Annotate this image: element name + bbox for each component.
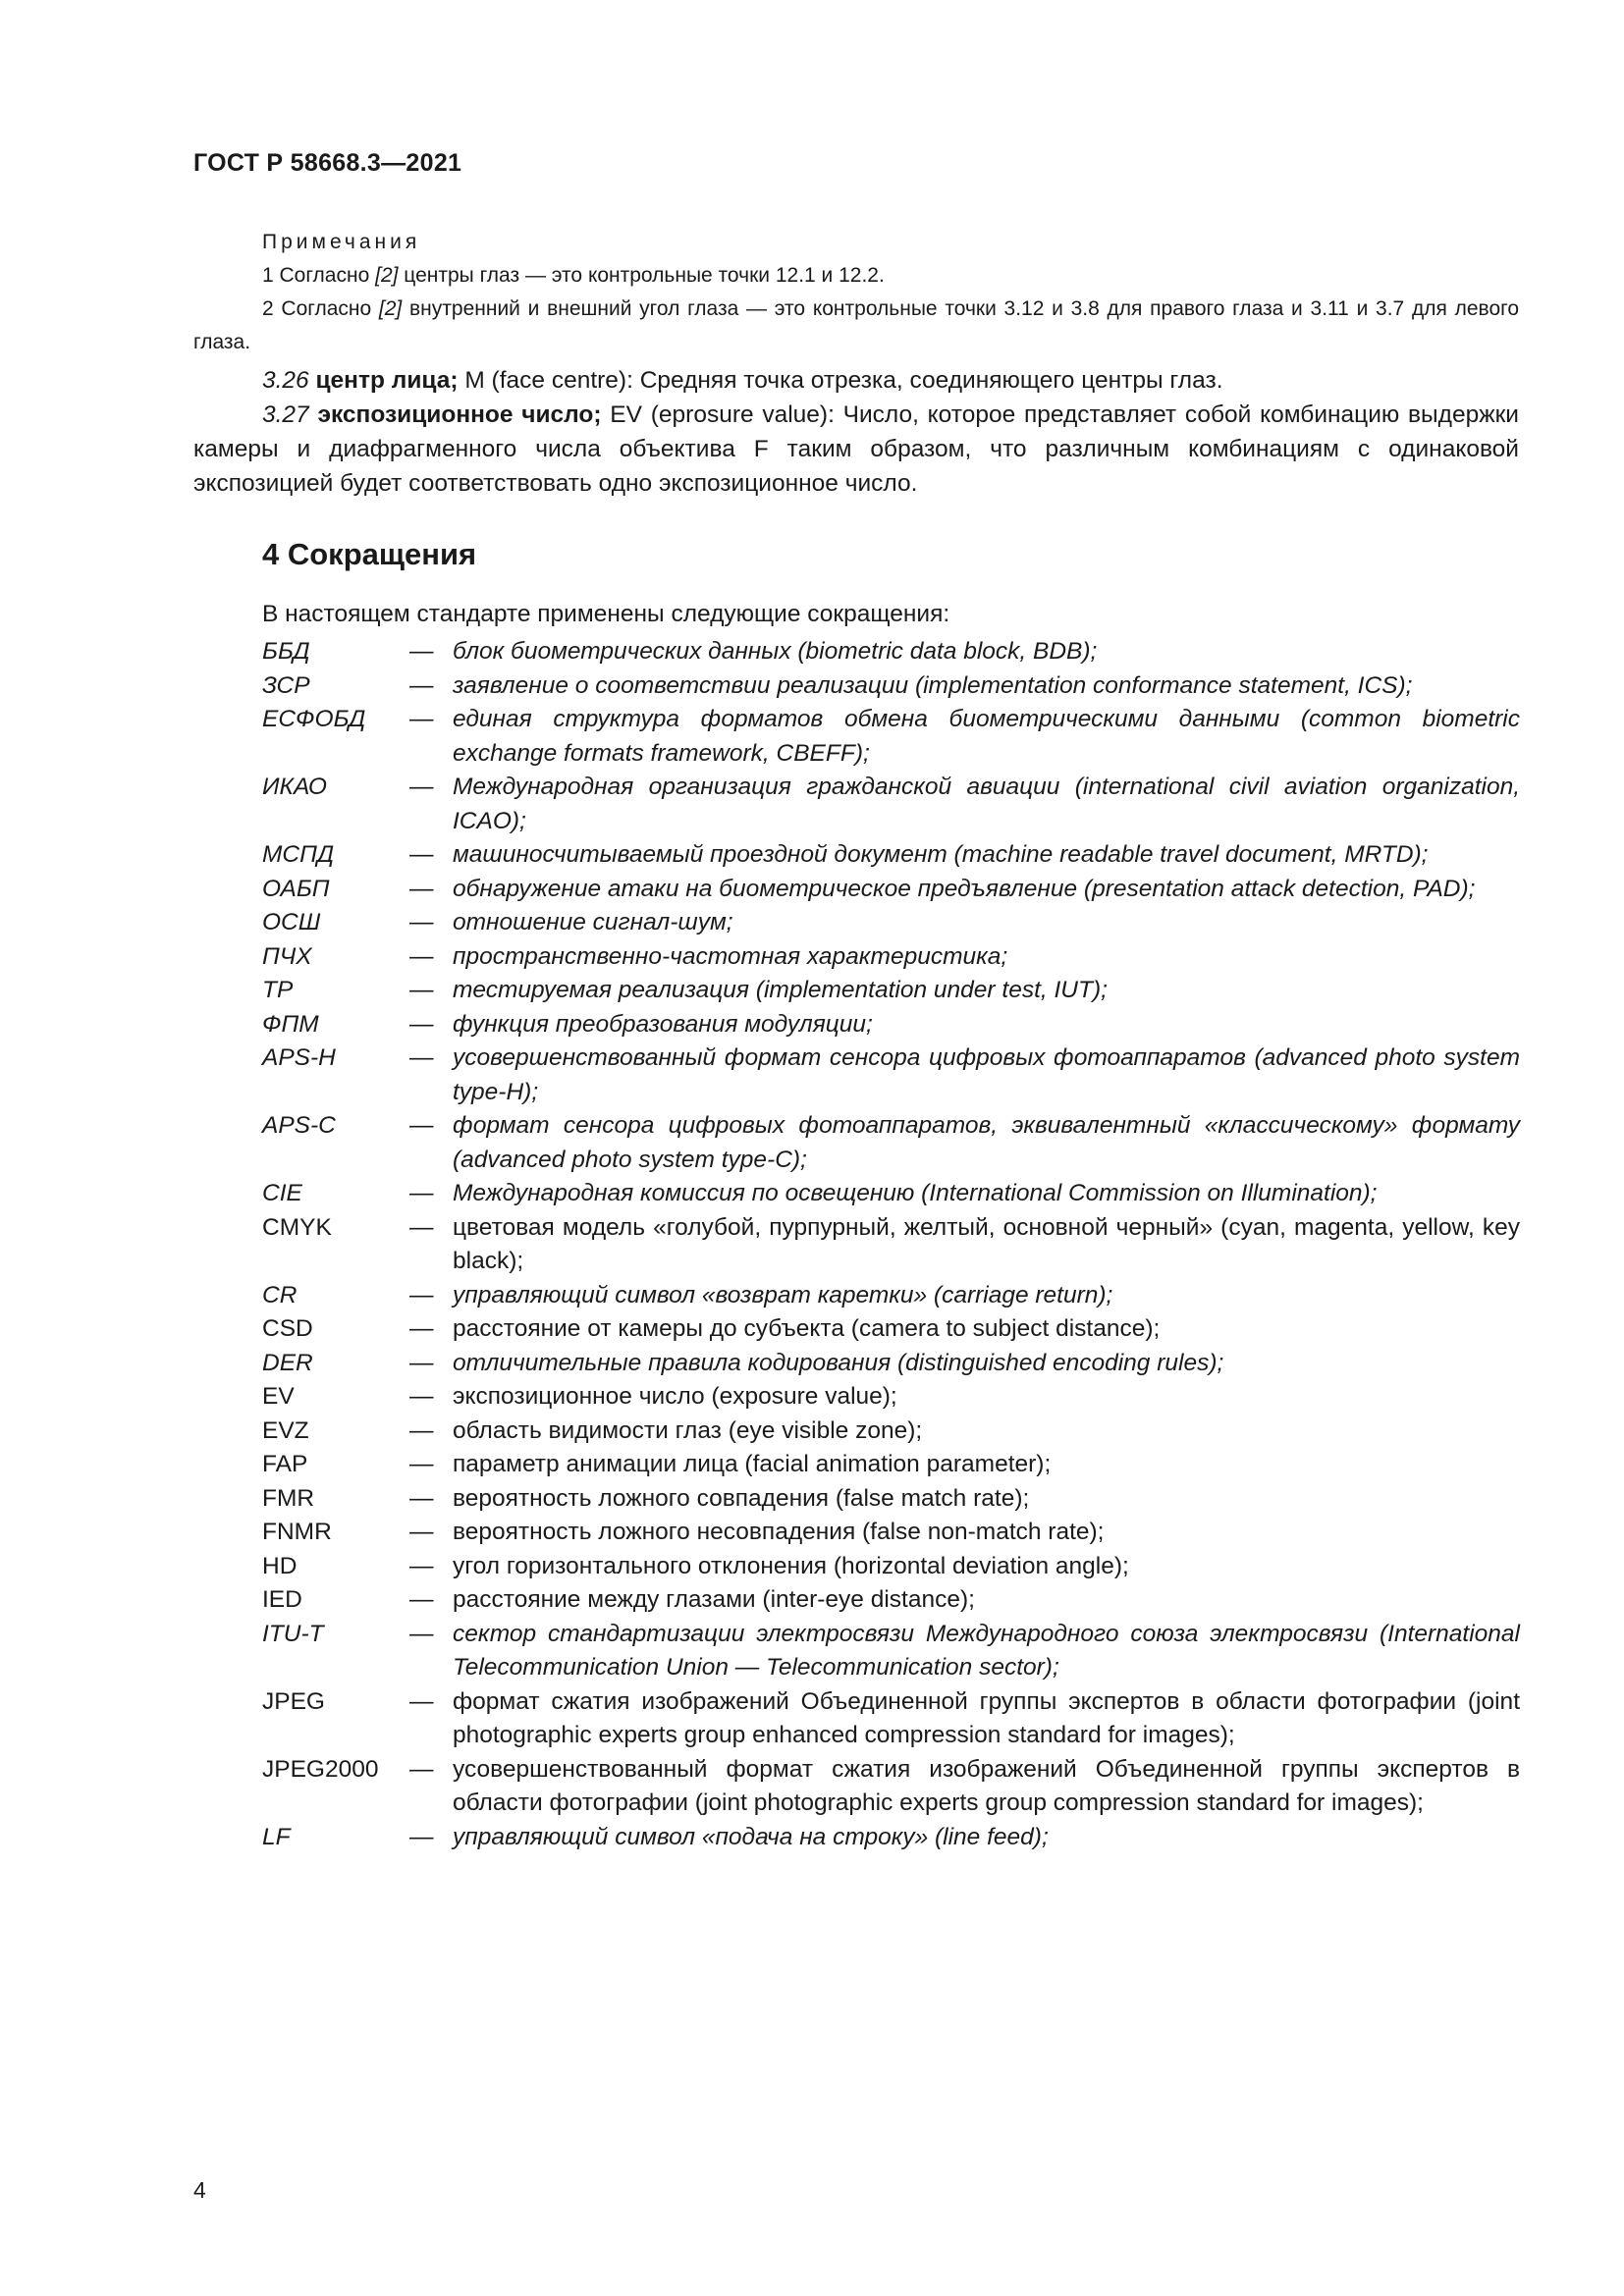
abbreviation-dash: — <box>409 841 434 868</box>
abbreviation-code: DER <box>262 1349 313 1376</box>
abbreviation-dash: — <box>409 1044 434 1071</box>
abbreviation-row <box>262 1279 1520 1313</box>
abbreviation-row <box>262 1448 1520 1482</box>
term-name: центр лица; <box>315 367 459 394</box>
abbreviation-row <box>262 1685 1520 1753</box>
abbreviation-code: EV <box>262 1383 295 1410</box>
note-text: внутренний и внешний угол глаза — это контрольные точки 3.12 и 3.8 для правого глаза и 3.11 и 3.7 для левого глаза. <box>193 297 1519 353</box>
abbreviation-row <box>262 1211 1520 1279</box>
abbreviation-dash: — <box>409 774 434 800</box>
abbreviation-dash: — <box>409 875 434 902</box>
abbreviation-definition: сектор стандартизации электросвязи Международного союза электросвязи (International Telecommunication Union — Telecommunication sector); <box>453 1620 1520 1681</box>
abbreviation-definition: цветовая модель «голубой, пурпурный, желтый, основной черный» (cyan, magenta, yellow, key black); <box>453 1213 1520 1274</box>
term-text: EV (eprosure value): Число, которое представляет собой комбинацию выдержки камеры и диафрагменного числа объектива F таким образом, что различным комбинациям с одинаковой экспозицией будет соответствовать одно экспозиционное число. <box>193 401 1519 497</box>
abbreviation-definition: вероятность ложного несовпадения (false non-match rate); <box>453 1519 1105 1545</box>
abbreviation-row <box>262 1821 1520 1855</box>
abbreviation-definition: усовершенствованный формат сжатия изображений Объединенной группы экспертов в области фотографии (joint photographic experts group compression standard for images); <box>453 1755 1520 1816</box>
abbreviation-row <box>262 771 1520 838</box>
abbreviation-definition: управляющий символ «подача на строку» (line feed); <box>453 1823 1049 1850</box>
abbreviation-row <box>262 873 1520 907</box>
abbreviation-row <box>262 1312 1520 1347</box>
note-text: 2 Согласно <box>262 297 379 320</box>
notes-title: Примечания <box>262 231 421 253</box>
abbreviation-code: ПЧХ <box>262 942 312 970</box>
abbreviation-definition: формат сжатия изображений Объединенной группы экспертов в области фотографии (joint photographic experts group enhanced compression standard for images); <box>453 1687 1520 1748</box>
abbreviation-code: EVZ <box>262 1416 309 1444</box>
abbreviation-row <box>262 1347 1520 1381</box>
abbreviation-row <box>262 974 1520 1008</box>
abbreviation-row <box>262 1618 1520 1685</box>
abbreviation-definition: единая структура форматов обмена биометрическими данными (common biometric exchange formats framework, CBEFF); <box>453 706 1520 767</box>
note-reference: [2] <box>375 264 399 287</box>
abbreviation-row <box>262 1177 1520 1211</box>
abbreviation-row <box>262 1516 1520 1550</box>
abbreviation-code: ЕСФОБД <box>262 706 366 732</box>
abbreviation-dash: — <box>409 1755 434 1783</box>
abbreviation-code: ФПМ <box>262 1010 319 1038</box>
abbreviation-row <box>262 940 1520 975</box>
abbreviation-code: FMR <box>262 1484 315 1512</box>
abbreviation-dash: — <box>409 1687 434 1715</box>
term-definition <box>193 398 1519 501</box>
abbreviation-row <box>262 838 1520 873</box>
abbreviation-dash: — <box>409 1315 434 1342</box>
abbreviation-dash: — <box>409 1416 434 1444</box>
abbreviation-definition: область видимости глаз (eye visible zone); <box>453 1416 923 1444</box>
abbreviation-row <box>262 906 1520 940</box>
abbreviation-definition: расстояние между глазами (inter-eye distance); <box>453 1586 975 1613</box>
abbreviation-code: LF <box>262 1823 291 1850</box>
note-item <box>193 293 1519 359</box>
abbreviation-code: ИКАО <box>262 774 327 800</box>
abbreviation-definition: экспозиционное число (exposure value); <box>453 1383 897 1410</box>
abbreviation-dash: — <box>409 1349 434 1376</box>
abbreviation-code: CSD <box>262 1315 313 1342</box>
abbreviation-definition: пространственно-частотная характеристика; <box>453 942 1008 970</box>
abbreviation-dash: — <box>409 1552 434 1579</box>
abbreviation-dash: — <box>409 1586 434 1613</box>
section-title: 4 Сокращения <box>262 537 477 571</box>
abbreviation-code: МСПД <box>262 841 335 868</box>
abbreviation-row <box>262 1583 1520 1618</box>
note-text: 1 Согласно <box>262 264 376 287</box>
abbreviation-dash: — <box>409 1281 434 1308</box>
abbreviation-definition: блок биометрических данных (biometric data block, BDB); <box>453 638 1098 665</box>
note-reference: [2] <box>378 297 403 320</box>
abbreviation-row <box>262 669 1520 704</box>
abbreviation-dash: — <box>409 1451 434 1477</box>
page-number: 4 <box>193 2177 206 2203</box>
abbreviation-dash: — <box>409 1180 434 1206</box>
abbreviation-row <box>262 1109 1520 1177</box>
abbreviation-definition: формат сенсора цифровых фотоаппаратов, эквивалентный «классическому» формату (advanced photo system type-C); <box>453 1112 1520 1173</box>
abbreviation-row <box>262 703 1520 771</box>
abbreviation-code: JPEG <box>262 1687 325 1715</box>
page-header-title: ГОСТ Р 58668.3—2021 <box>193 149 462 177</box>
abbreviation-row <box>262 1380 1520 1415</box>
abbreviation-dash: — <box>409 1383 434 1410</box>
abbreviation-dash: — <box>409 909 434 935</box>
abbreviation-code: ITU-T <box>262 1620 324 1647</box>
abbreviation-dash: — <box>409 1213 434 1241</box>
abbreviation-code: FNMR <box>262 1519 332 1545</box>
abbreviation-row <box>262 1415 1520 1449</box>
abbreviation-code: CR <box>262 1281 298 1308</box>
abbreviation-definition: угол горизонтального отклонения (horizontal deviation angle); <box>453 1552 1129 1579</box>
abbreviation-definition: Международная комиссия по освещению (International Commission on Illumination); <box>453 1180 1378 1206</box>
abbreviation-dash: — <box>409 638 434 665</box>
abbreviation-definition: заявление о соответствии реализации (implementation conformance statement, ICS); <box>453 671 1413 699</box>
term-text: M (face centre): Средняя точка отрезка, соединяющего центры глаз. <box>458 367 1223 394</box>
term-number: 3.26 <box>262 367 309 394</box>
terms-block <box>193 363 1519 501</box>
abbreviation-definition: обнаружение атаки на биометрическое предъявление (presentation attack detection, PAD); <box>453 875 1476 902</box>
term-definition <box>193 363 1519 398</box>
abbreviation-dash: — <box>409 1010 434 1038</box>
abbreviation-definition: Международная организация гражданской авиации (international civil aviation organization, ICAO); <box>453 774 1520 834</box>
abbreviation-code: CIE <box>262 1180 302 1206</box>
abbreviation-code: FAP <box>262 1451 308 1477</box>
abbreviation-code: ОСШ <box>262 909 321 935</box>
abbreviation-code: ОАБП <box>262 875 330 902</box>
abbreviation-code: ЗСР <box>262 671 310 699</box>
abbreviation-definition: вероятность ложного совпадения (false match rate); <box>453 1484 1030 1512</box>
abbreviation-dash: — <box>409 1519 434 1545</box>
notes-block <box>193 226 1519 359</box>
abbreviation-definition: функция преобразования модуляции; <box>453 1010 873 1038</box>
abbreviation-dash: — <box>409 1620 434 1647</box>
abbreviation-row <box>262 635 1520 669</box>
abbreviation-code: HD <box>262 1552 298 1579</box>
abbreviation-dash: — <box>409 942 434 970</box>
abbreviation-definition: расстояние от камеры до субъекта (camera to subject distance); <box>453 1315 1161 1342</box>
abbreviation-definition: машиносчитываемый проездной документ (machine readable travel document, MRTD); <box>453 841 1429 868</box>
abbreviation-dash: — <box>409 1823 434 1850</box>
abbreviation-definition: управляющий символ «возврат каретки» (carriage return); <box>453 1281 1113 1308</box>
term-name: экспозиционное число; <box>317 401 602 428</box>
abbreviation-definition: отличительные правила кодирования (distinguished encoding rules); <box>453 1349 1224 1376</box>
abbreviation-code: ТР <box>262 977 294 1003</box>
abbreviation-row <box>262 1041 1520 1109</box>
abbreviation-code: CMYK <box>262 1213 332 1241</box>
abbreviation-dash: — <box>409 671 434 699</box>
note-text: центры глаз — это контрольные точки 12.1 и 12.2. <box>398 264 885 287</box>
abbreviation-dash: — <box>409 1112 434 1139</box>
abbreviation-code: IED <box>262 1586 302 1613</box>
abbreviation-row <box>262 1482 1520 1517</box>
abbreviation-dash: — <box>409 977 434 1003</box>
abbreviation-definition: усовершенствованный формат сенсора цифровых фотоаппаратов (advanced photo system type-H); <box>453 1044 1520 1105</box>
abbreviation-code: APS-H <box>262 1044 336 1071</box>
note-item <box>193 259 1519 293</box>
abbreviation-row <box>262 1753 1520 1821</box>
abbreviation-definition: параметр анимации лица (facial animation parameter); <box>453 1451 1052 1477</box>
abbreviation-code: JPEG2000 <box>262 1755 379 1783</box>
abbreviation-dash: — <box>409 1484 434 1512</box>
abbreviation-row <box>262 1008 1520 1042</box>
abbreviation-definition: тестируемая реализация (implementation under test, IUT); <box>453 977 1108 1003</box>
abbreviation-row <box>262 1550 1520 1584</box>
abbreviation-code: APS-C <box>262 1112 336 1139</box>
abbreviation-definition: отношение сигнал-шум; <box>453 909 733 935</box>
abbreviation-dash: — <box>409 706 434 732</box>
abbreviation-code: ББД <box>262 638 310 665</box>
term-number: 3.27 <box>262 401 309 428</box>
abbreviations-list <box>262 635 1520 1854</box>
section-intro: В настоящем стандарте применены следующие сокращения: <box>262 601 950 627</box>
